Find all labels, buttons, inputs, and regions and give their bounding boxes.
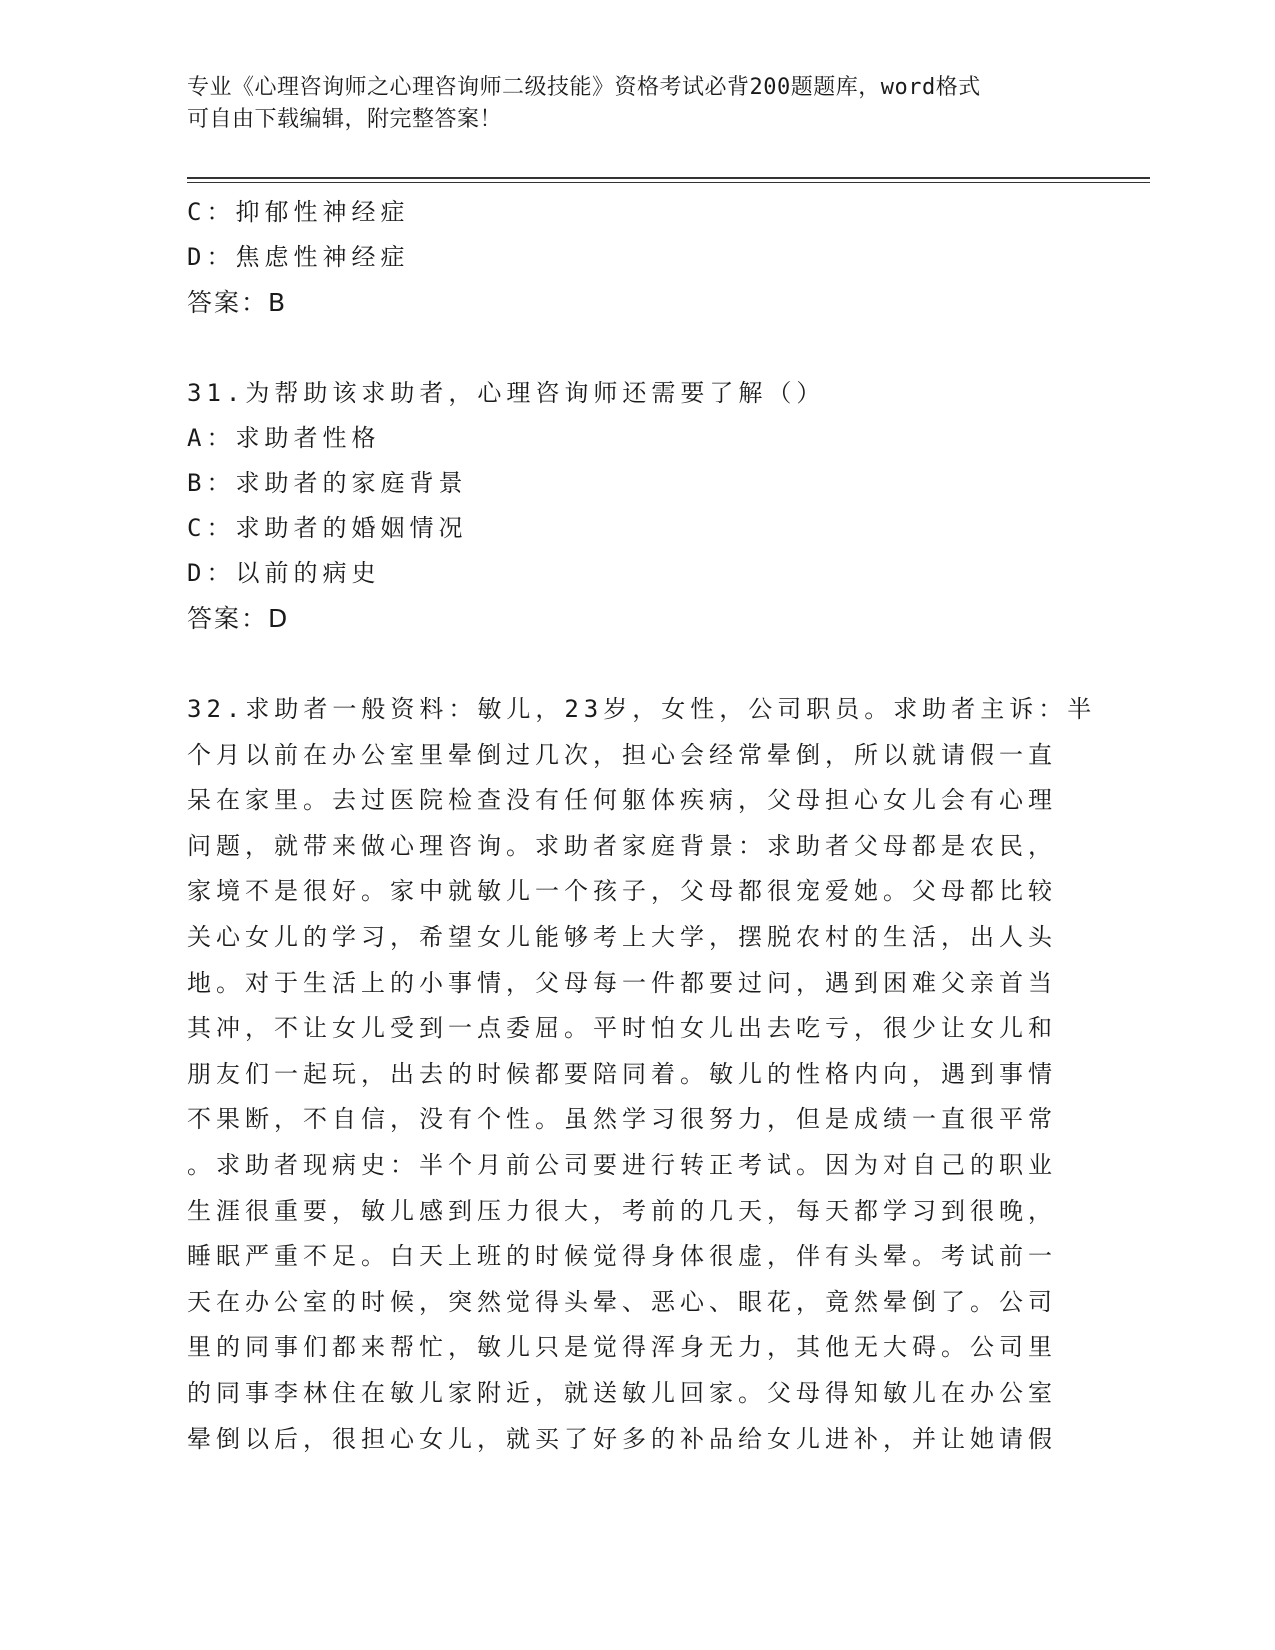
q32-line: 的同事李林住在敏儿家附近，就送敏儿回家。父母得知敏儿在办公室	[187, 1378, 1057, 1407]
q30-option-d: D：焦虑性神经症	[187, 243, 410, 271]
q31-option-b: B：求助者的家庭背景	[187, 469, 468, 497]
q32-line: 生涯很重要，敏儿感到压力很大，考前的几天，每天都学习到很晚，	[187, 1196, 1057, 1225]
q32-line: 睡眠严重不足。白天上班的时候觉得身体很虚，伴有头晕。考试前一	[187, 1242, 1057, 1271]
q32-line: 其冲，不让女儿受到一点委屈。平时怕女儿出去吃亏，很少让女儿和	[187, 1014, 1057, 1043]
q32-line: 。求助者现病史：半个月前公司要进行转正考试。因为对自己的职业	[187, 1150, 1057, 1179]
q32-line: 晕倒以后，很担心女儿，就买了好多的补品给女儿进补，并让她请假	[187, 1424, 1057, 1453]
q32-line: 里的同事们都来帮忙，敏儿只是觉得浑身无力，其他无大碍。公司里	[187, 1333, 1057, 1362]
document-body	[187, 190, 1097, 1462]
q31-stem: 31.为帮助该求助者，心理咨询师还需要了解（）	[187, 379, 826, 407]
q31-option-c: C：求助者的婚姻情况	[187, 514, 468, 542]
q30-answer: 答案：B	[187, 288, 288, 317]
header-line-1: 专业《心理咨询师之心理咨询师二级技能》资格考试必背200题题库，word格式	[187, 75, 981, 100]
q32-line: 个月以前在办公室里晕倒过几次，担心会经常晕倒，所以就请假一直	[187, 740, 1057, 769]
q32-line: 朋友们一起玩，出去的时候都要陪同着。敏儿的性格内向，遇到事情	[187, 1059, 1057, 1088]
q32-paragraph	[187, 687, 1097, 1462]
q32-line: 地。对于生活上的小事情，父母每一件都要过问，遇到困难父亲首当	[187, 968, 1057, 997]
q32-line: 不果断，不自信，没有个性。虽然学习很努力，但是成绩一直很平常	[187, 1105, 1057, 1134]
q32-line: 关心女儿的学习，希望女儿能够考上大学，摆脱农村的生活，出人头	[187, 922, 1057, 951]
header-line-2: 可自由下载编辑，附完整答案！	[187, 107, 503, 132]
q31-option-a: A：求助者性格	[187, 424, 381, 452]
q32-line: 问题，就带来做心理咨询。求助者家庭背景：求助者父母都是农民，	[187, 831, 1057, 860]
q31-answer: 答案：D	[187, 604, 290, 633]
header-divider	[187, 177, 1150, 183]
q32-line: 家境不是很好。家中就敏儿一个孩子，父母都很宠爱她。父母都比较	[187, 877, 1057, 906]
document-header	[187, 72, 1067, 136]
q31-option-d: D：以前的病史	[187, 559, 381, 587]
q30-option-c: C：抑郁性神经症	[187, 198, 410, 226]
q32-line: 呆在家里。去过医院检查没有任何躯体疾病，父母担心女儿会有心理	[187, 786, 1057, 815]
q32-line: 32.求助者一般资料：敏儿，23岁，女性，公司职员。求助者主诉：半	[187, 695, 1097, 723]
q32-line: 天在办公室的时候，突然觉得头晕、恶心、眼花，竟然晕倒了。公司	[187, 1287, 1057, 1316]
